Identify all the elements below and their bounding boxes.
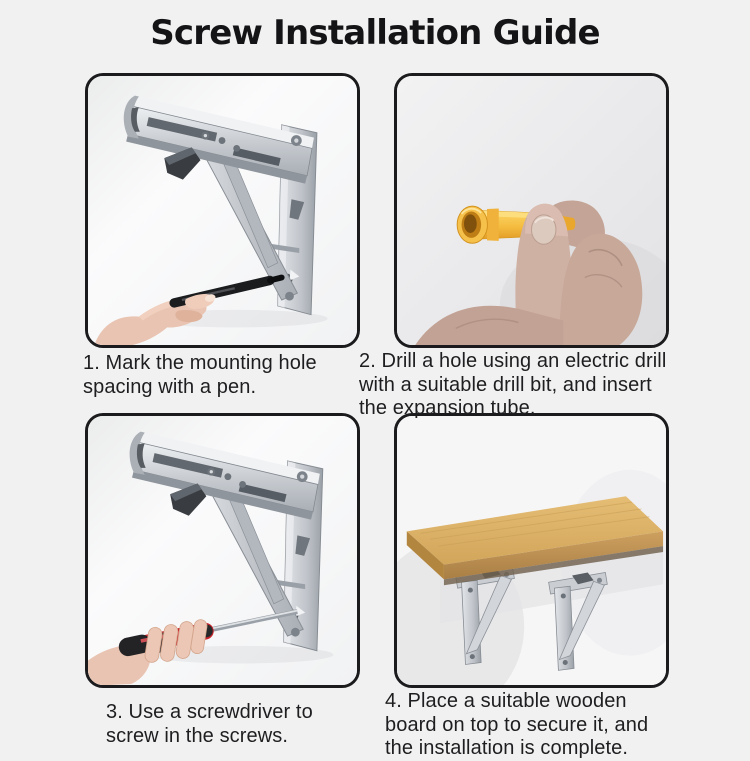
caption-line: 2. Drill a hole using an electric drill — [359, 350, 667, 372]
caption-line: 1. Mark the mounting hole — [83, 352, 317, 374]
page-title: Screw Installation Guide — [150, 13, 600, 53]
caption-line: screw in the screws. — [106, 724, 289, 747]
step-2-illustration — [397, 76, 666, 345]
step-4-panel — [394, 413, 669, 688]
step-1-panel — [85, 73, 360, 348]
step-3-illustration — [88, 416, 357, 685]
step-1-illustration — [88, 76, 357, 345]
caption-line: with a suitable drill bit, and insert — [359, 373, 652, 396]
caption-line: spacing with a pen. — [83, 375, 257, 398]
step-2-caption — [359, 350, 729, 421]
caption-line: the installation is complete. — [385, 737, 629, 759]
caption-line: 3. Use a screwdriver to — [106, 701, 313, 723]
caption-line: 4. Place a suitable wooden — [385, 690, 627, 712]
step-4-illustration — [397, 416, 666, 685]
caption-line: the expansion tube. — [359, 397, 536, 419]
step-2-panel — [394, 73, 669, 348]
caption-line: board on top to secure it, and — [385, 713, 649, 736]
step-3-caption — [106, 701, 396, 748]
step-3-panel — [85, 413, 360, 688]
step-1-caption — [83, 352, 393, 399]
